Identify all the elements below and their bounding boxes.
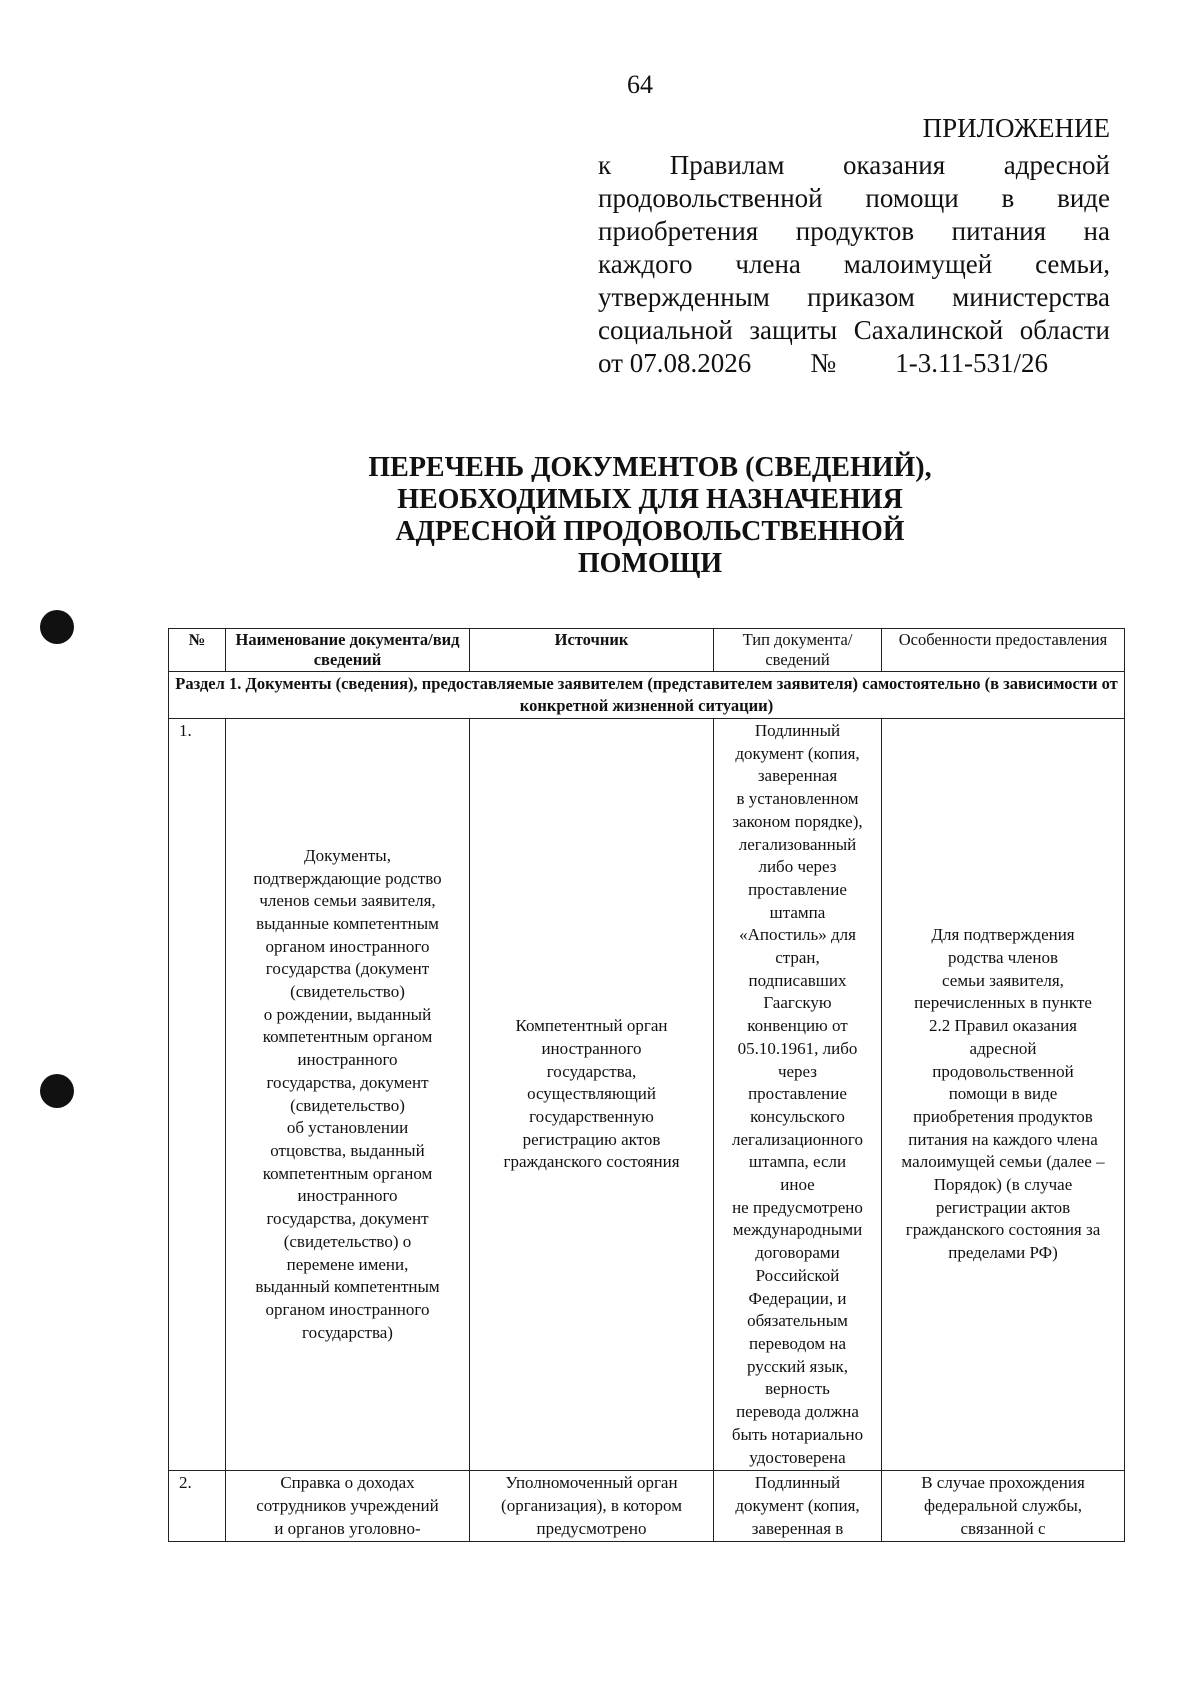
order-date: от 07.08.2026	[598, 348, 752, 378]
table-row	[169, 1471, 1125, 1542]
row-name: Справка о доходах сотрудников учреждений и органов уголовно-	[226, 1471, 470, 1542]
row-name: Документы, подтверждающие родство членов семьи заявителя, выданные компетентным органом иностранного государства (документ (свидетельство) о рождении, выданный компетентным органом иностранного государства, документ (свидетельство) об установлении отцовства, выданный компетентным органом иностранного государства, документ (свидетельство) о перемене имени, выданный компетентным органом иностранного государства)	[226, 719, 470, 1471]
table-header-row	[169, 629, 1125, 672]
row-source: Уполномоченный орган (организация), в котором предусмотрено	[470, 1471, 714, 1542]
appendix-line: к Правилам оказания адресной	[598, 150, 1110, 180]
title-line: ПОМОЩИ	[577, 548, 723, 579]
row-features: Для подтверждения родства членов семьи заявителя, перечисленных в пункте 2.2 Правил оказания адресной продовольственной помощи в виде приобретения продуктов питания на каждого члена малоимущей семьи (далее – Порядок) (в случае регистрации актов гражданского состояния за пределами РФ)	[882, 719, 1125, 1471]
header-num: №	[169, 629, 226, 672]
title-line: НЕОБХОДИМЫХ ДЛЯ НАЗНАЧЕНИЯ	[397, 484, 903, 515]
appendix-line: приобретения продуктов питания на	[598, 216, 1110, 246]
section-title: Раздел 1. Документы (сведения), предоставляемые заявителем (представителем заявителя) самостоятельно (в зависимости от конкретной жизненной ситуации)	[169, 672, 1125, 719]
appendix-block	[598, 112, 1110, 380]
punch-hole-mark	[40, 1074, 74, 1108]
document-title	[300, 452, 1000, 580]
page-number: 64	[627, 70, 653, 99]
punch-hole-mark	[40, 610, 74, 644]
header-name: Наименование документа/вид сведений	[226, 629, 470, 672]
title-line: АДРЕСНОЙ ПРОДОВОЛЬСТВЕННОЙ	[395, 516, 905, 547]
header-type: Тип документа/сведений	[714, 629, 882, 672]
documents-table	[168, 628, 1125, 1542]
row-num: 2.	[169, 1471, 226, 1542]
table-row	[169, 719, 1125, 1471]
section-row	[169, 672, 1125, 719]
appendix-line: социальной защиты Сахалинской области	[598, 315, 1110, 345]
appendix-line: утвержденным приказом министерства	[598, 282, 1110, 312]
order-number: 1-3.11-531/26	[895, 348, 1048, 378]
header-source: Источник	[470, 629, 714, 672]
row-source: Компетентный орган иностранного государства, осуществляющий государственную регистрацию актов гражданского состояния	[470, 719, 714, 1471]
appendix-title: ПРИЛОЖЕНИЕ	[922, 113, 1110, 143]
header-features: Особенности предоставления	[882, 629, 1125, 672]
appendix-line: каждого члена малоимущей семьи,	[598, 249, 1110, 279]
row-num: 1.	[169, 719, 226, 1471]
order-number-sign: №	[810, 348, 837, 378]
row-features: В случае прохождения федеральной службы, связанной с	[882, 1471, 1125, 1542]
row-type: Подлинный документ (копия, заверенная в установленном законом порядке), легализованный либо через проставление штампа «Апостиль» для стран, подписавших Гаагскую конвенцию от 05.10.1961, либо через проставление консульского легализационного штампа, если иное не предусмотрено международными договорами Российской Федерации, и обязательным переводом на русский язык, верность перевода должна быть нотариально удостоверена	[714, 719, 882, 1471]
appendix-line: продовольственной помощи в виде	[598, 183, 1110, 213]
order-line	[598, 347, 1048, 380]
row-type: Подлинный документ (копия, заверенная в	[714, 1471, 882, 1542]
title-line: ПЕРЕЧЕНЬ ДОКУМЕНТОВ (СВЕДЕНИЙ),	[368, 452, 932, 483]
